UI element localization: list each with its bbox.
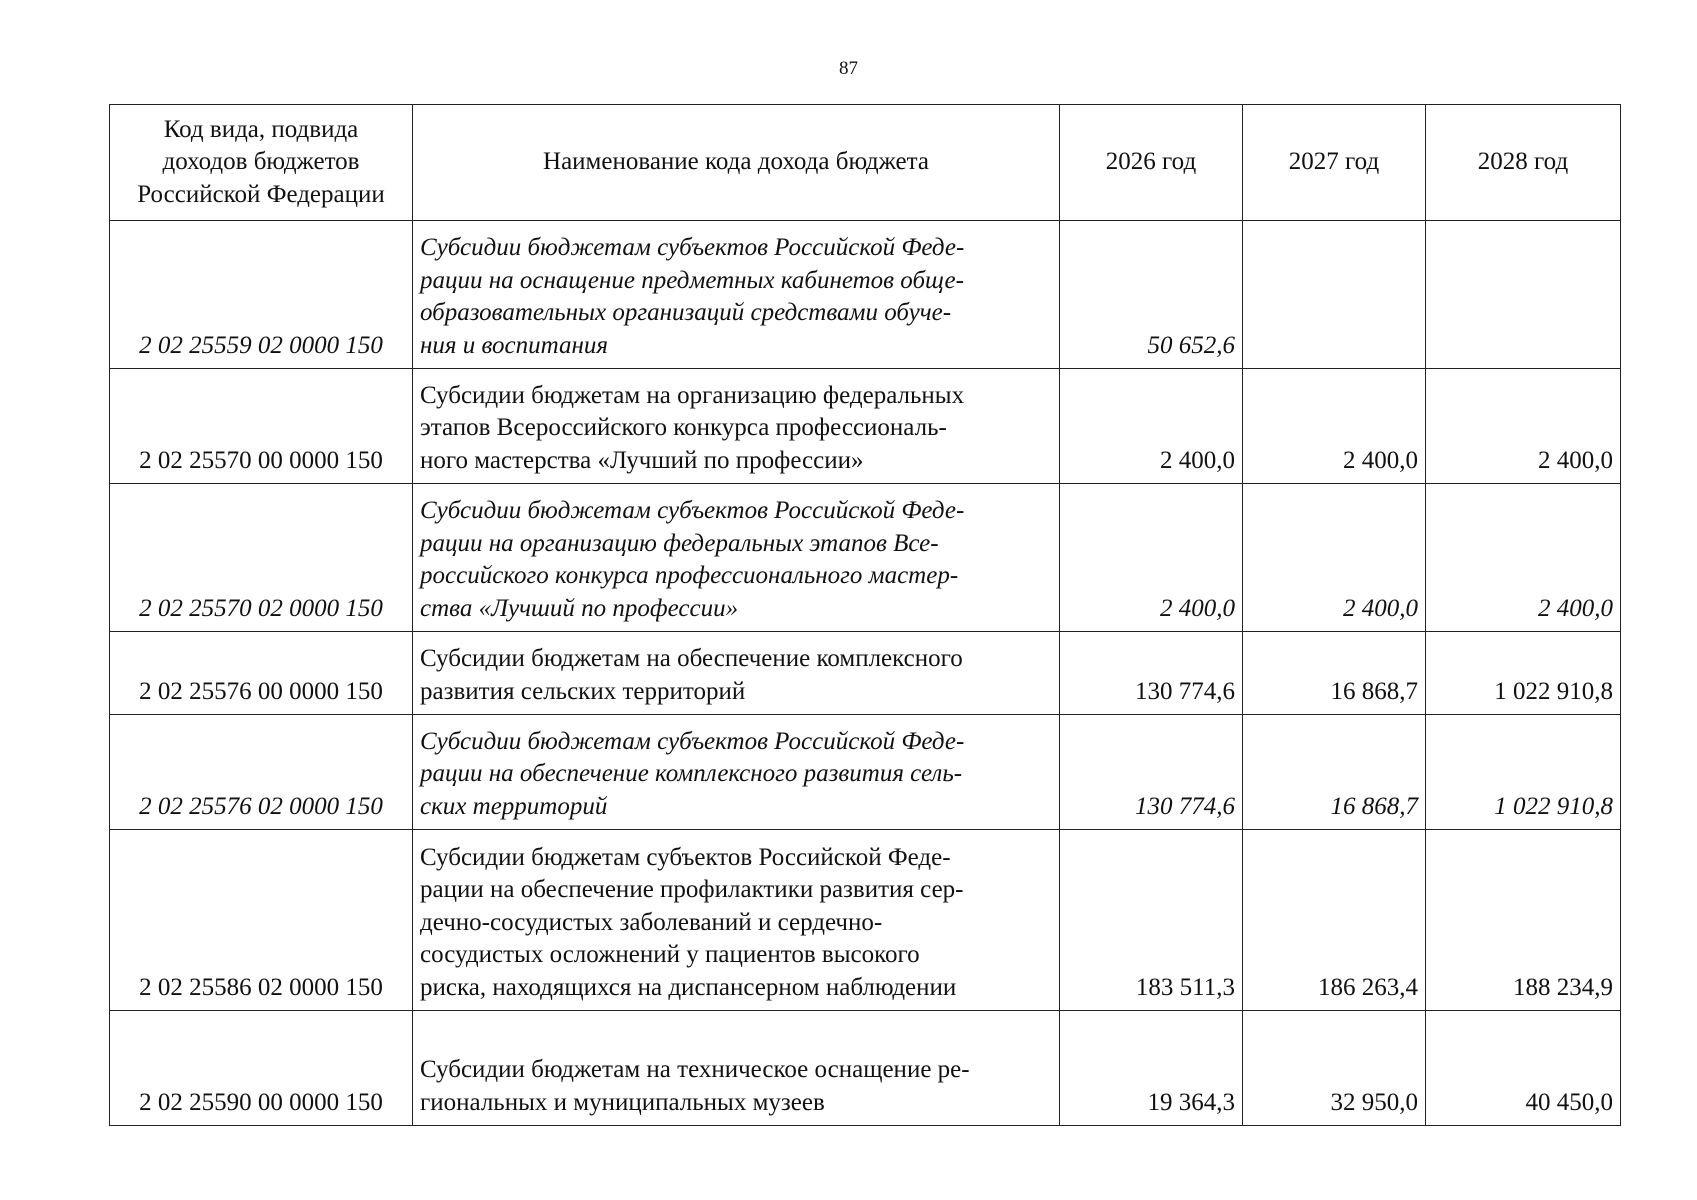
table-row <box>110 484 1621 632</box>
cell-name-line: Субсидии бюджетам на обеспечение комплексного <box>420 645 963 672</box>
cell-name-line: ства «Лучший по профессии» <box>420 594 739 622</box>
cell-value-2026: 19 364,3 <box>1060 1011 1243 1126</box>
cell-name-line: Субсидии бюджетам субъектов Российской Феде- <box>420 497 965 524</box>
cell-name-line: рации на обеспечение профилактики развития сер- <box>420 876 964 903</box>
cell-name-line: Субсидии бюджетам на организацию федеральных <box>420 381 965 409</box>
cell-value-2028: 2 400,0 <box>1426 369 1621 484</box>
cell-name-line: развития сельских территорий <box>420 677 746 705</box>
header-2027: 2027 год <box>1243 105 1426 221</box>
cell-name-line: риска, находящихся на диспансерном наблюдении <box>420 973 957 1001</box>
cell-value-2027: 32 950,0 <box>1243 1011 1426 1126</box>
cell-name <box>413 715 1060 830</box>
cell-name <box>413 484 1060 632</box>
cell-name-line: дечно-сосудистых заболеваний и сердечно- <box>420 908 883 936</box>
cell-name-line: сосудистых осложнений у пациентов высокого <box>420 941 920 968</box>
header-code-line: доходов бюджетов <box>162 148 360 176</box>
cell-name-line: рации на обеспечение комплексного развития сель- <box>420 760 963 787</box>
cell-value-2028: 2 400,0 <box>1426 484 1621 632</box>
table-header-row <box>110 105 1621 221</box>
cell-code: 2 02 25576 02 0000 150 <box>110 715 413 830</box>
cell-name-line: Субсидии бюджетам субъектов Российской Феде- <box>420 727 965 755</box>
cell-name-line: Субсидии бюджетам субъектов Российской Феде- <box>420 234 965 261</box>
cell-value-2028: 1 022 910,8 <box>1426 632 1621 715</box>
cell-name-line: этапов Всероссийского конкурса профессиональ- <box>420 414 947 441</box>
cell-value-2026: 50 652,6 <box>1060 221 1243 369</box>
cell-name-line: Субсидии бюджетам на техническое оснащение ре- <box>420 1056 970 1083</box>
cell-code: 2 02 25576 00 0000 150 <box>110 632 413 715</box>
cell-code: 2 02 25570 02 0000 150 <box>110 484 413 632</box>
cell-name-line: гиональных и муниципальных музеев <box>420 1088 825 1116</box>
cell-value-2026: 130 774,6 <box>1060 715 1243 830</box>
header-code <box>110 105 413 221</box>
cell-name <box>413 830 1060 1011</box>
cell-name-line: российского конкурса профессионального мастер- <box>420 562 959 589</box>
cell-name-line: рации на оснащение предметных кабинетов обще- <box>420 266 964 294</box>
cell-value-2028: 40 450,0 <box>1426 1011 1621 1126</box>
table-row <box>110 221 1621 369</box>
table-row <box>110 632 1621 715</box>
cell-value-2028 <box>1426 221 1621 369</box>
cell-name-line: Субсидии бюджетам субъектов Российской Феде- <box>420 843 951 871</box>
cell-value-2027 <box>1243 221 1426 369</box>
cell-value-2026: 2 400,0 <box>1060 369 1243 484</box>
cell-name-line: ских территорий <box>420 792 608 820</box>
cell-name <box>413 369 1060 484</box>
cell-value-2027: 2 400,0 <box>1243 369 1426 484</box>
page-number: 87 <box>839 58 858 79</box>
cell-name-line: ного мастерства «Лучший по профессии» <box>420 446 864 474</box>
table-row <box>110 830 1621 1011</box>
cell-name <box>413 632 1060 715</box>
cell-value-2026: 130 774,6 <box>1060 632 1243 715</box>
cell-name-line: рации на организацию федеральных этапов Все- <box>420 529 939 557</box>
cell-value-2028: 1 022 910,8 <box>1426 715 1621 830</box>
table-row <box>110 715 1621 830</box>
cell-name <box>413 221 1060 369</box>
cell-name-line: образовательных организаций средствами обуче- <box>420 299 952 326</box>
header-2026: 2026 год <box>1060 105 1243 221</box>
cell-value-2027: 16 868,7 <box>1243 715 1426 830</box>
cell-value-2026: 2 400,0 <box>1060 484 1243 632</box>
cell-value-2026: 183 511,3 <box>1060 830 1243 1011</box>
cell-code: 2 02 25559 02 0000 150 <box>110 221 413 369</box>
cell-code: 2 02 25590 00 0000 150 <box>110 1011 413 1126</box>
header-code-line: Код вида, подвида <box>163 115 359 143</box>
cell-value-2027: 186 263,4 <box>1243 830 1426 1011</box>
table-row <box>110 1011 1621 1126</box>
cell-code: 2 02 25570 00 0000 150 <box>110 369 413 484</box>
header-name: Наименование кода дохода бюджета <box>413 105 1060 221</box>
cell-code: 2 02 25586 02 0000 150 <box>110 830 413 1011</box>
budget-revenue-table <box>109 104 1621 1126</box>
table-row <box>110 369 1621 484</box>
header-code-line: Российской Федерации <box>137 180 385 208</box>
cell-value-2027: 2 400,0 <box>1243 484 1426 632</box>
cell-value-2028: 188 234,9 <box>1426 830 1621 1011</box>
cell-name <box>413 1011 1060 1126</box>
cell-value-2027: 16 868,7 <box>1243 632 1426 715</box>
header-2028: 2028 год <box>1426 105 1621 221</box>
cell-name-line: ния и воспитания <box>420 331 609 359</box>
